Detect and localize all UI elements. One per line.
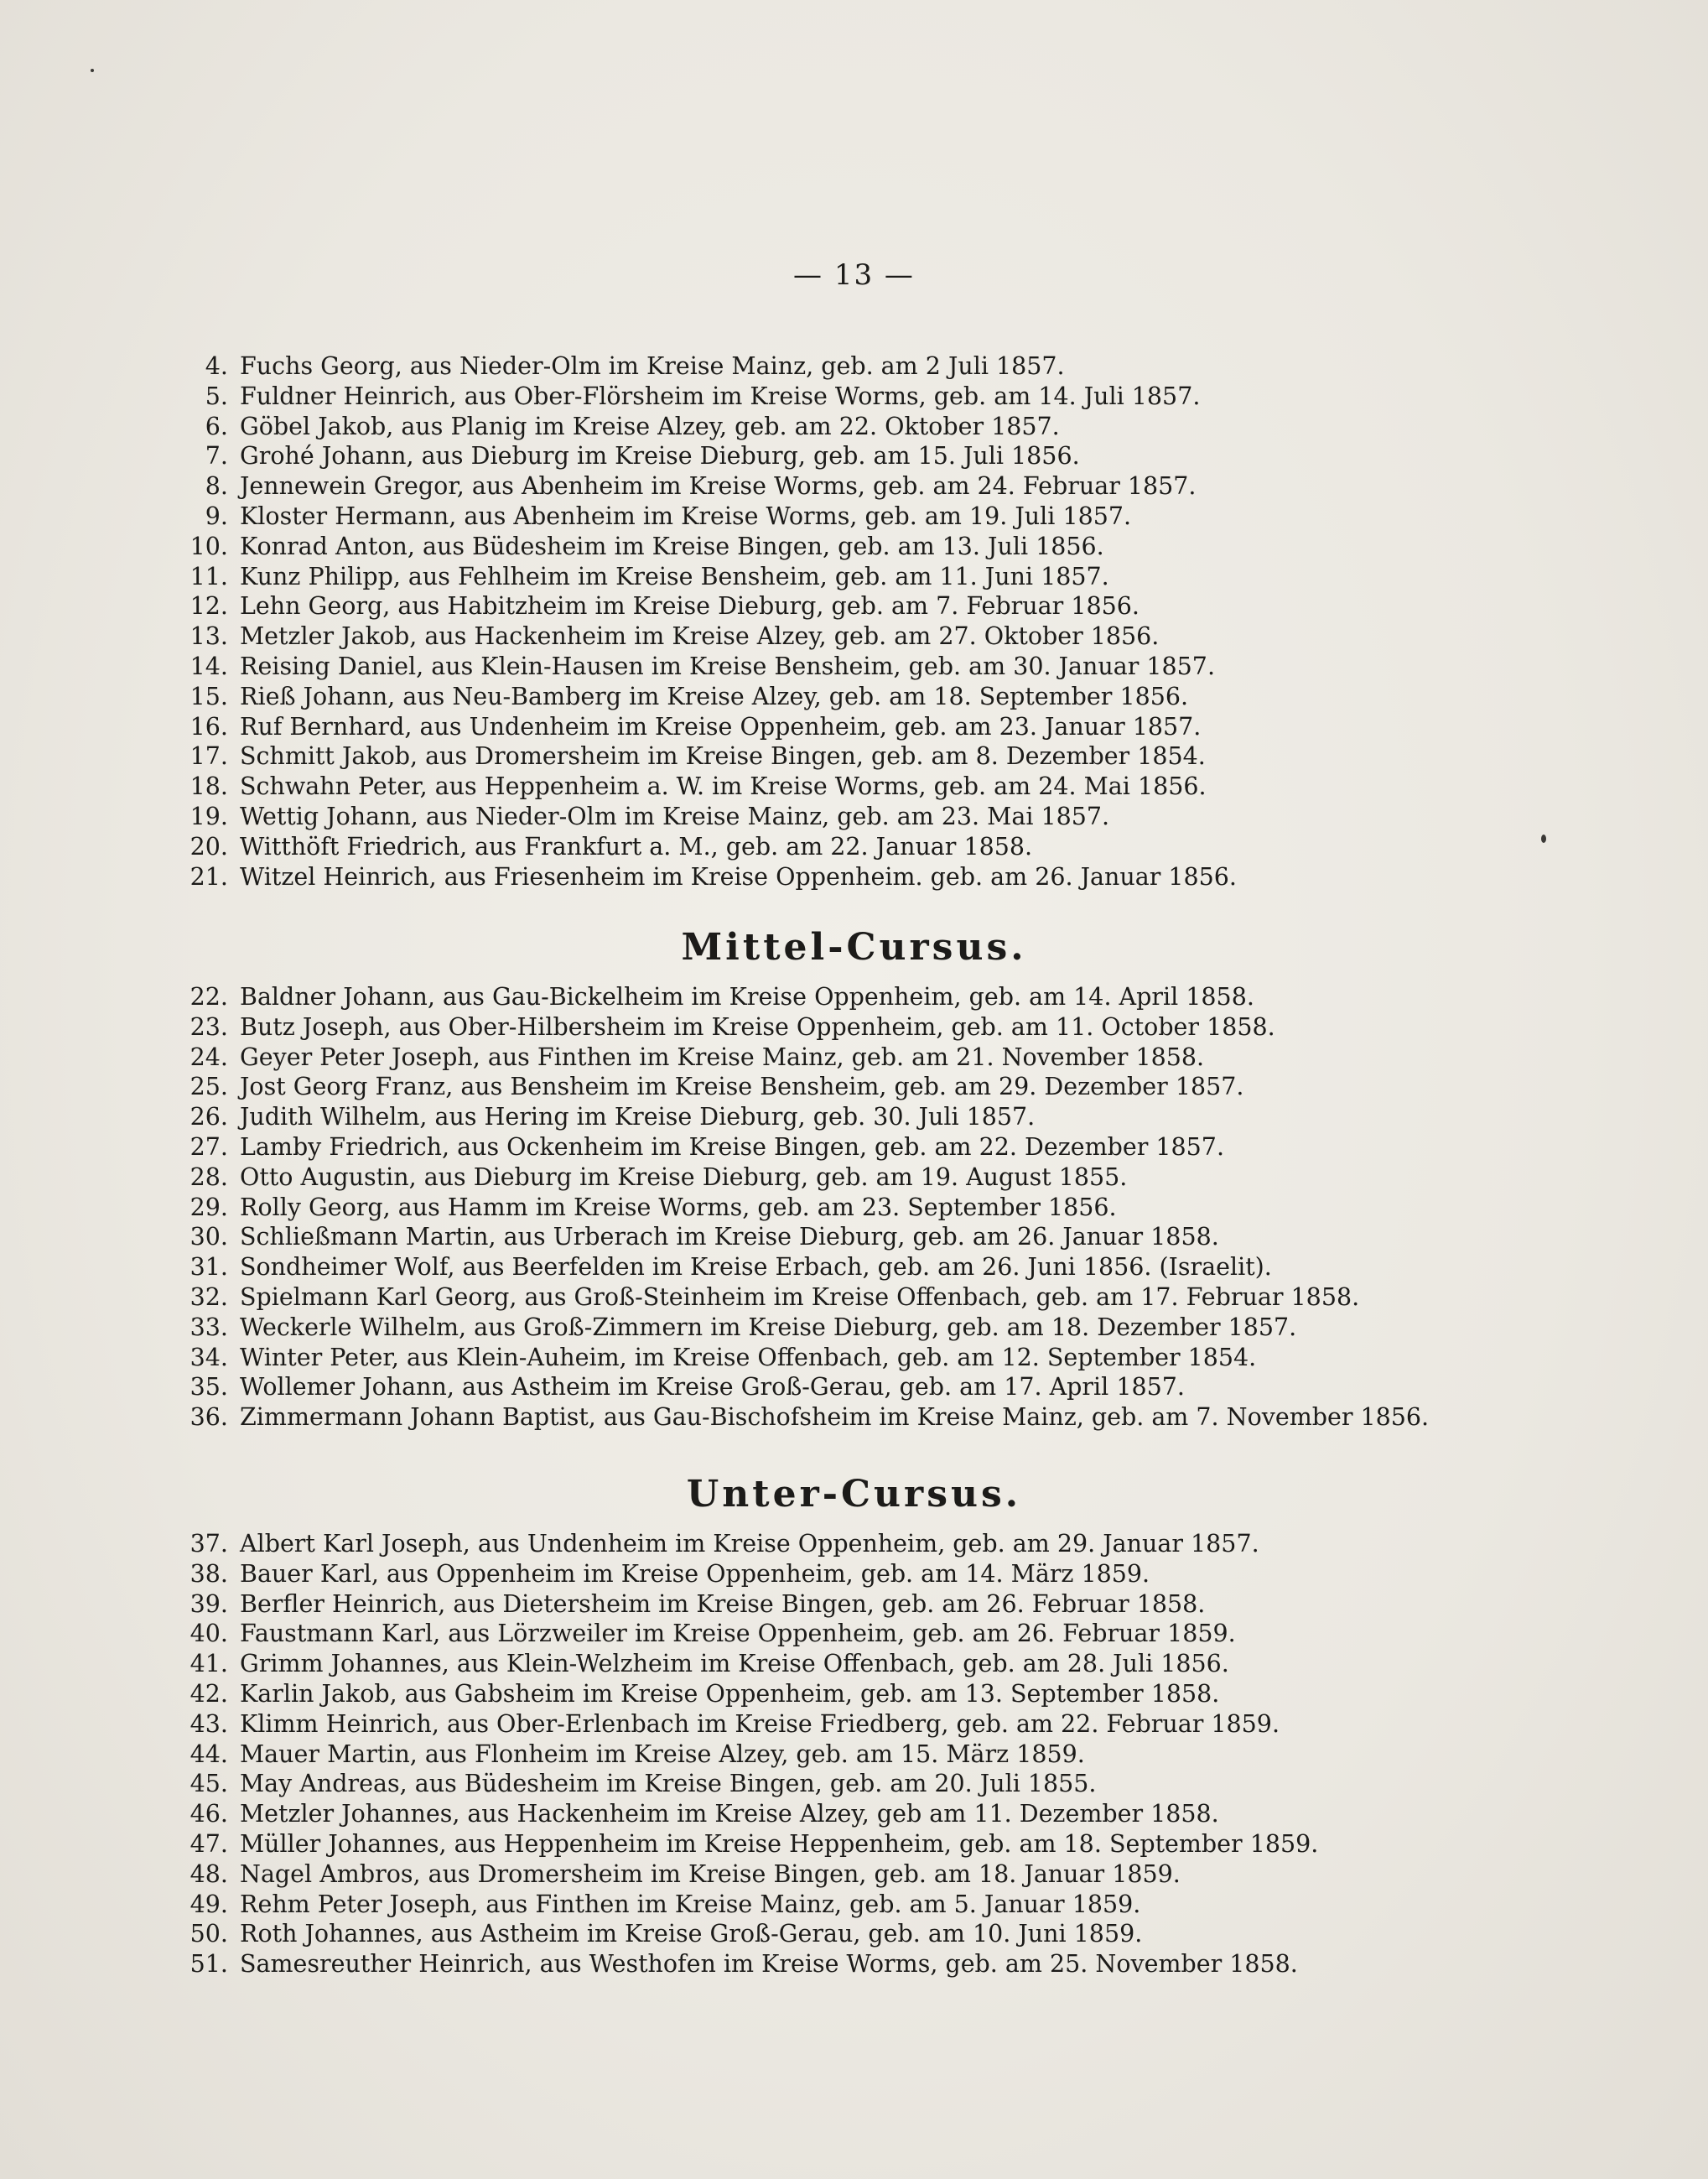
entry-text: Baldner Johann, aus Gau-Bickelheim im Kreise Oppenheim, geb. am 14. April 1858. [240,983,1254,1011]
entry-text: Jennewein Gregor, aus Abenheim im Kreise Worms, geb. am 24. Februar 1857. [240,472,1197,501]
entry-number: 24. [189,1043,228,1071]
entry-text: Wettig Johann, aus Nieder-Olm im Kreise Mainz, geb. am 23. Mai 1857. [240,802,1110,830]
unter-cursus-list [186,1530,1561,1980]
student-entry [186,1313,1561,1344]
student-entry [186,533,1561,563]
entry-number: 34. [189,1343,228,1371]
student-entry [186,1740,1561,1771]
entry-number: 33. [189,1313,228,1341]
entry-number: 6. [205,412,228,440]
entry-number: 14. [189,652,228,680]
entry-number: 40. [189,1620,228,1648]
student-entry [186,563,1561,593]
entry-text: Bauer Karl, aus Oppenheim im Kreise Oppenheim, geb. am 14. März 1859. [240,1559,1150,1588]
entry-text: Rolly Georg, aus Hamm im Kreise Worms, geb. am 23. September 1856. [240,1193,1117,1221]
student-entry [186,1283,1561,1313]
entry-number: 7. [205,442,228,471]
entry-text: Lehn Georg, aus Habitzheim im Kreise Dieburg, geb. am 7. Februar 1856. [240,592,1140,621]
student-entry [186,1194,1561,1224]
entry-text: Göbel Jakob, aus Planig im Kreise Alzey, geb. am 22. Oktober 1857. [240,412,1060,440]
student-entry [186,1800,1561,1830]
student-entry [186,1710,1561,1740]
student-entry [186,1830,1561,1860]
entry-text: Grohé Johann, aus Dieburg im Kreise Dieburg, geb. am 15. Juli 1856. [240,442,1080,471]
student-entry [186,352,1561,382]
entry-number: 50. [189,1920,228,1948]
student-entry [186,1680,1561,1710]
entry-number: 4. [205,352,228,380]
student-entry [186,1043,1561,1074]
entry-number: 37. [189,1530,228,1558]
entry-number: 20. [189,832,228,861]
student-entry [186,742,1561,772]
student-entry [186,502,1561,533]
entry-text: Jost Georg Franz, aus Bensheim im Kreise Bensheim, geb. am 29. Dezember 1857. [240,1073,1244,1101]
page-number: — 13 — [793,258,915,292]
entry-text: Lamby Friedrich, aus Ockenheim im Kreise Bingen, geb. am 22. Dezember 1857. [240,1132,1224,1161]
entry-number: 45. [189,1770,228,1798]
entry-text: Berfler Heinrich, aus Dietersheim im Kreise Bingen, geb. am 26. Februar 1858. [240,1589,1206,1618]
entry-text: Witthöft Friedrich, aus Frankfurt a. M., geb. am 22. Januar 1858. [240,832,1033,861]
entry-text: Winter Peter, aus Klein-Auheim, im Kreise Offenbach, geb. am 12. September 1854. [240,1343,1257,1371]
entry-text: Albert Karl Joseph, aus Undenheim im Kreise Oppenheim, geb. am 29. Januar 1857. [240,1530,1259,1558]
entry-number: 49. [189,1890,228,1918]
student-entry [186,1373,1561,1403]
entry-text: Zimmermann Johann Baptist, aus Gau-Bischofsheim im Kreise Mainz, geb. am 7. November 1856. [240,1403,1430,1432]
student-entry [186,1590,1561,1620]
student-entry [186,772,1561,803]
entry-number: 27. [189,1132,228,1161]
student-entry [186,863,1561,893]
student-entry [186,833,1561,863]
entry-text: Faustmann Karl, aus Lörzweiler im Kreise Oppenheim, geb. am 26. Februar 1859. [240,1620,1236,1648]
entry-number: 48. [189,1859,228,1888]
entry-number: 32. [189,1282,228,1311]
student-entry [186,1253,1561,1283]
student-entry [186,382,1561,413]
student-entry [186,683,1561,713]
entry-text: Nagel Ambros, aus Dromersheim im Kreise Bingen, geb. am 18. Januar 1859. [240,1859,1181,1888]
student-entry [186,1163,1561,1194]
mittel-cursus-list [186,983,1561,1433]
entry-number: 16. [189,712,228,741]
entry-text: Samesreuther Heinrich, aus Westhofen im Kreise Worms, geb. am 25. November 1858. [240,1950,1298,1979]
entry-text: Klimm Heinrich, aus Ober-Erlenbach im Kreise Friedberg, geb. am 22. Februar 1859. [240,1709,1280,1738]
entry-number: 29. [189,1193,228,1221]
entry-number: 30. [189,1223,228,1251]
upper-cursus-list [186,352,1561,892]
student-entry [186,1770,1561,1800]
entry-text: Karlin Jakob, aus Gabsheim im Kreise Oppenheim, geb. am 13. September 1858. [240,1679,1220,1708]
entry-text: Metzler Johannes, aus Hackenheim im Kreise Alzey, geb am 11. Dezember 1858. [240,1800,1219,1828]
entry-number: 41. [189,1650,228,1678]
print-speck [91,69,94,72]
entry-number: 47. [189,1829,228,1858]
student-entry [186,1344,1561,1374]
entry-text: Ruf Bernhard, aus Undenheim im Kreise Oppenheim, geb. am 23. Januar 1857. [240,712,1202,741]
entry-text: Grimm Johannes, aus Klein-Welzheim im Kreise Offenbach, geb. am 28. Juli 1856. [240,1650,1229,1678]
entry-number: 17. [189,742,228,771]
entry-text: Schließmann Martin, aus Urberach im Kreise Dieburg, geb. am 26. Januar 1858. [240,1223,1219,1251]
entry-number: 23. [189,1012,228,1041]
entry-text: Judith Wilhelm, aus Hering im Kreise Dieburg, geb. 30. Juli 1857. [240,1103,1036,1131]
entry-text: Rieß Johann, aus Neu-Bamberg im Kreise Alzey, geb. am 18. September 1856. [240,682,1189,710]
entry-number: 8. [205,472,228,501]
entry-text: Müller Johannes, aus Heppenheim im Kreise Heppenheim, geb. am 18. September 1859. [240,1829,1319,1858]
entry-text: Fuldner Heinrich, aus Ober-Flörsheim im Kreise Worms, geb. am 14. Juli 1857. [240,382,1201,410]
entry-number: 10. [189,532,228,560]
entry-text: Reising Daniel, aus Klein-Hausen im Kreise Bensheim, geb. am 30. Januar 1857. [240,652,1216,680]
entry-number: 26. [189,1103,228,1131]
student-entry [186,1650,1561,1680]
entry-number: 38. [189,1559,228,1588]
student-entry [186,413,1561,443]
student-entry [186,983,1561,1013]
entry-number: 42. [189,1679,228,1708]
entry-number: 31. [189,1253,228,1282]
entry-text: Sondheimer Wolf, aus Beerfelden im Kreise Erbach, geb. am 26. Juni 1856. (Israelit). [240,1253,1272,1282]
entry-number: 51. [189,1950,228,1979]
entry-number: 12. [189,592,228,621]
entry-number: 21. [189,862,228,891]
student-entry [186,1403,1561,1433]
entry-text: Spielmann Karl Georg, aus Groß-Steinheim im Kreise Offenbach, geb. am 17. Februar 1858. [240,1282,1360,1311]
entry-text: Kunz Philipp, aus Fehlheim im Kreise Bensheim, geb. am 11. Juni 1857. [240,562,1109,590]
entry-number: 35. [189,1373,228,1402]
entry-number: 25. [189,1073,228,1101]
entry-number: 5. [205,382,228,410]
entry-number: 11. [189,562,228,590]
entry-number: 28. [189,1162,228,1191]
student-entry [186,592,1561,622]
student-entry [186,1530,1561,1560]
entry-text: Wollemer Johann, aus Astheim im Kreise Groß-Gerau, geb. am 17. April 1857. [240,1373,1185,1402]
entry-text: Weckerle Wilhelm, aus Groß-Zimmern im Kreise Dieburg, geb. am 18. Dezember 1857. [240,1313,1297,1341]
entry-number: 46. [189,1800,228,1828]
student-entry [186,713,1561,743]
entry-text: Rehm Peter Joseph, aus Finthen im Kreise Mainz, geb. am 5. Januar 1859. [240,1890,1141,1918]
unter-cursus-heading: Unter-Cursus. [686,1473,1022,1516]
entry-text: Schmitt Jakob, aus Dromersheim im Kreise Bingen, geb. am 8. Dezember 1854. [240,742,1206,771]
entry-text: May Andreas, aus Büdesheim im Kreise Bingen, geb. am 20. Juli 1855. [240,1770,1097,1798]
student-entry [186,1620,1561,1650]
student-entry [186,1103,1561,1133]
entry-number: 36. [189,1403,228,1432]
entry-number: 44. [189,1740,228,1768]
student-entry [186,622,1561,653]
entry-number: 13. [189,622,228,651]
entry-text: Metzler Jakob, aus Hackenheim im Kreise Alzey, geb. am 27. Oktober 1856. [240,622,1160,651]
student-entry [186,1133,1561,1163]
student-entry [186,1890,1561,1921]
entry-number: 18. [189,772,228,801]
entry-text: Kloster Hermann, aus Abenheim im Kreise Worms, geb. am 19. Juli 1857. [240,502,1132,530]
student-entry [186,442,1561,472]
entry-text: Otto Augustin, aus Dieburg im Kreise Dieburg, geb. am 19. August 1855. [240,1162,1128,1191]
entry-text: Konrad Anton, aus Büdesheim im Kreise Bingen, geb. am 13. Juli 1856. [240,532,1104,560]
student-entry [186,1860,1561,1890]
entry-text: Witzel Heinrich, aus Friesenheim im Kreise Oppenheim. geb. am 26. Januar 1856. [240,862,1237,891]
student-entry [186,803,1561,833]
mittel-cursus-heading: Mittel-Cursus. [681,926,1027,969]
entry-number: 19. [189,802,228,830]
student-entry [186,1560,1561,1590]
student-entry [186,1223,1561,1253]
student-entry [186,1950,1561,1980]
entry-number: 9. [205,502,228,530]
entry-text: Geyer Peter Joseph, aus Finthen im Kreise Mainz, geb. am 21. November 1858. [240,1043,1205,1071]
student-entry [186,1013,1561,1043]
student-entry [186,1073,1561,1103]
student-entry [186,1920,1561,1950]
student-entry [186,653,1561,683]
entry-text: Butz Joseph, aus Ober-Hilbersheim im Kreise Oppenheim, geb. am 11. October 1858. [240,1012,1275,1041]
entry-text: Fuchs Georg, aus Nieder-Olm im Kreise Mainz, geb. am 2 Juli 1857. [240,352,1065,380]
entry-number: 22. [189,983,228,1011]
entry-number: 39. [189,1589,228,1618]
student-entry [186,472,1561,502]
entry-text: Roth Johannes, aus Astheim im Kreise Groß-Gerau, geb. am 10. Juni 1859. [240,1920,1143,1948]
entry-number: 15. [189,682,228,710]
entry-number: 43. [189,1709,228,1738]
entry-text: Mauer Martin, aus Flonheim im Kreise Alzey, geb. am 15. März 1859. [240,1740,1085,1768]
entry-text: Schwahn Peter, aus Heppenheim a. W. im Kreise Worms, geb. am 24. Mai 1856. [240,772,1207,801]
